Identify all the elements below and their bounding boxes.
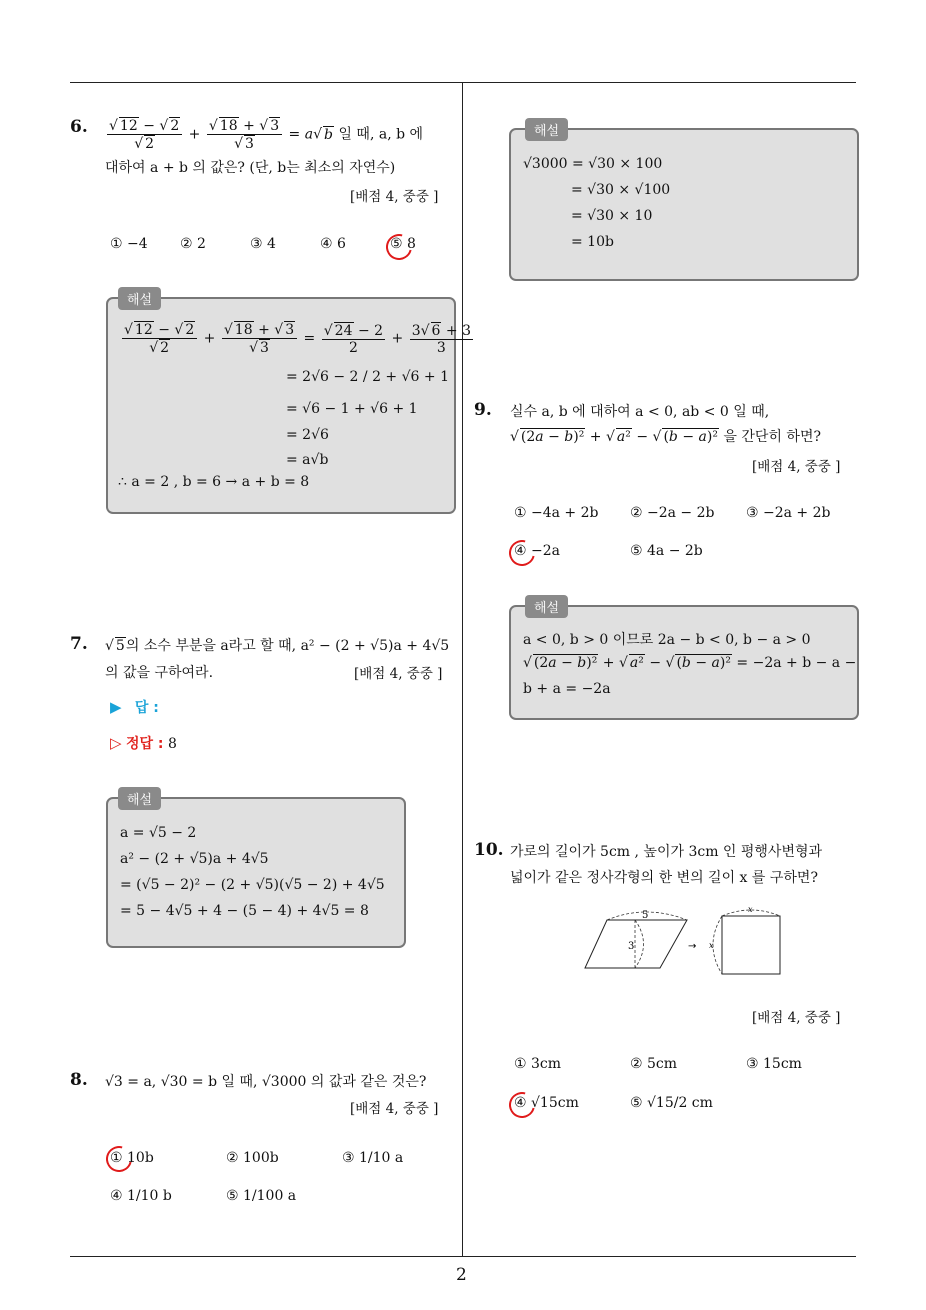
solution-line-4: = 10b	[571, 234, 614, 250]
solution-line-4: = 5 − 4√5 + 4 − (5 − 4) + 4√5 = 8	[120, 903, 369, 919]
parallelogram-shape	[585, 920, 687, 968]
option-3[interactable]: ③ 15cm	[746, 1056, 802, 1072]
solution-box	[509, 124, 859, 281]
solution-line-2: = 2√6 − 2 / 2 + √6 + 1	[286, 369, 449, 385]
score-meta: [배점 4, 중중 ]	[752, 1010, 841, 1026]
solution-line-2-result: = −2a + b − a −	[736, 655, 857, 671]
question-text: 대하여 a + b 의 값은? (단, b는 최소의 자연수)	[105, 160, 396, 176]
solution-line-3: = (√5 − 2)² − (2 + √5)(√5 − 2) + 4√5	[120, 877, 385, 893]
option-1[interactable]: ① −4	[110, 236, 148, 252]
option-3[interactable]: ③ 1/10 a	[342, 1150, 404, 1166]
correct-value: 8	[167, 736, 177, 752]
answer-field[interactable]: ▶ 답 :	[110, 698, 159, 716]
height-arc	[635, 920, 644, 968]
solution-box	[509, 601, 859, 720]
question-number: 7.	[70, 634, 88, 654]
page-number: 2	[456, 1265, 467, 1285]
solution-box	[106, 293, 471, 514]
option-2[interactable]: ② 5cm	[630, 1056, 678, 1072]
solution-line-3: = √6 − 1 + √6 + 1	[286, 401, 418, 417]
option-4[interactable]: ④ 6	[320, 236, 346, 252]
question-number: 9.	[474, 400, 492, 420]
answer-mark	[101, 1141, 137, 1177]
option-4[interactable]: ④ √15cm	[514, 1095, 579, 1111]
solution-line-2: √ (2a − b)² + √ a² − √ (b − a)² = −2a + b − a −	[523, 655, 857, 671]
question-text: √ 5의 소수 부분을 a라고 할 때, a² − (2 + √5)a + 4√5	[105, 638, 450, 654]
solution-line-2: a² − (2 + √5)a + 4√5	[120, 851, 269, 867]
answer-label: 답 :	[134, 700, 159, 716]
option-2[interactable]: ② 2	[180, 236, 206, 252]
answer-mark	[504, 1087, 540, 1123]
solution-box	[106, 793, 406, 948]
square-side-arc	[713, 916, 722, 974]
question-text: 의 값을 구하여라.	[105, 665, 214, 681]
option-5[interactable]: ⑤ √15/2 cm	[630, 1095, 713, 1111]
bottom-rule	[70, 1256, 856, 1257]
question-expression: $\frac{√ 12 - √ 2}{√ 2}$ + $\frac{√ 18 + √ 3}{√ 3}$ = a√ b 일 때, a, b 에	[109, 118, 424, 153]
score-meta: [배점 4, 중중 ]	[350, 1101, 439, 1117]
solution-tag: 해설	[525, 595, 568, 618]
question-number: 8.	[70, 1070, 88, 1090]
option-1[interactable]: ① 10b	[110, 1150, 154, 1166]
question-expression: √ (2a − b)² + √ a² − √ (b − a)² 을 간단히 하면?	[510, 429, 821, 445]
correct-label: 정답 :	[126, 736, 164, 752]
option-5[interactable]: ⑤ 4a − 2b	[630, 543, 703, 559]
question-text: 일 때, a, b 에	[338, 126, 424, 143]
solution-line-1: a < 0, b > 0 이므로 2a − b < 0, b − a > 0	[523, 632, 811, 648]
question-number: 10.	[474, 840, 504, 860]
top-rule	[70, 82, 856, 83]
top-side-label: x	[748, 905, 753, 914]
solution-tag: 해설	[118, 287, 161, 310]
column-divider	[462, 82, 463, 1257]
solution-line-3: = √30 × 10	[571, 208, 653, 224]
solution-line-6: ∴ a = 2 , b = 6 → a + b = 8	[118, 474, 310, 490]
score-meta: [배점 4, 중중 ]	[752, 459, 841, 475]
solution-line-4: = 2√6	[286, 427, 329, 443]
option-1[interactable]: ① 3cm	[514, 1056, 562, 1072]
question-text: 넓이가 같은 정사각형의 한 변의 길이 x 를 구하면?	[510, 870, 818, 886]
solution-tag: 해설	[525, 118, 568, 141]
option-5[interactable]: ⑤ 1/100 a	[226, 1188, 297, 1204]
solution-line-2: = √30 × √100	[571, 182, 671, 198]
parallelogram-square-figure	[580, 902, 790, 980]
question-text: 실수 a, b 에 대하여 a < 0, ab < 0 일 때,	[510, 404, 770, 420]
question-text-b: 을 간단히 하면?	[723, 429, 821, 445]
width-label: 5	[642, 910, 649, 921]
solution-tag: 해설	[118, 787, 161, 810]
answer-mark	[504, 535, 540, 571]
score-meta: [배점 4, 중중 ]	[350, 189, 439, 205]
option-4[interactable]: ④ 1/10 b	[110, 1188, 172, 1204]
correct-answer: ▷ 정답 : 8	[110, 734, 177, 752]
option-1[interactable]: ① −4a + 2b	[514, 505, 599, 521]
score-meta: [배점 4, 중중 ]	[354, 666, 443, 682]
option-3[interactable]: ③ 4	[250, 236, 276, 252]
option-2[interactable]: ② −2a − 2b	[630, 505, 715, 521]
question-number: 6.	[70, 117, 88, 137]
question-text-a: 의 소수 부분을 a라고 할 때, a² − (2 + √5)a + 4√5	[125, 638, 450, 654]
option-2[interactable]: ② 100b	[226, 1150, 279, 1166]
solution-line-3: b + a = −2a	[523, 681, 611, 697]
solution-line-1: √3000 = √30 × 100	[523, 156, 663, 172]
answer-mark	[381, 229, 417, 265]
question-text: 가로의 길이가 5cm , 높이가 3cm 인 평행사변형과	[510, 844, 823, 860]
arrow-icon: →	[688, 941, 697, 952]
option-5[interactable]: ⑤ 8	[390, 236, 416, 252]
option-3[interactable]: ③ −2a + 2b	[746, 505, 831, 521]
solution-line-1: a = √5 − 2	[120, 825, 197, 841]
left-side-label: x	[709, 941, 714, 950]
square-shape	[722, 916, 780, 974]
solution-line-5: = a√b	[286, 452, 329, 468]
solution-line-1: $\frac{√ 12 - √ 2}{√ 2}$ + $\frac{√ 18 + √ 3}{√ 3}$ = $\frac{√ 24 - 2}{2}$ + $\frac{3√ 6 + 3}{3}$	[124, 322, 471, 357]
option-4[interactable]: ④ −2a	[514, 543, 560, 559]
height-label: 3	[628, 941, 635, 952]
question-text: √3 = a, √30 = b 일 때, √3000 의 값과 같은 것은?	[105, 1074, 427, 1090]
